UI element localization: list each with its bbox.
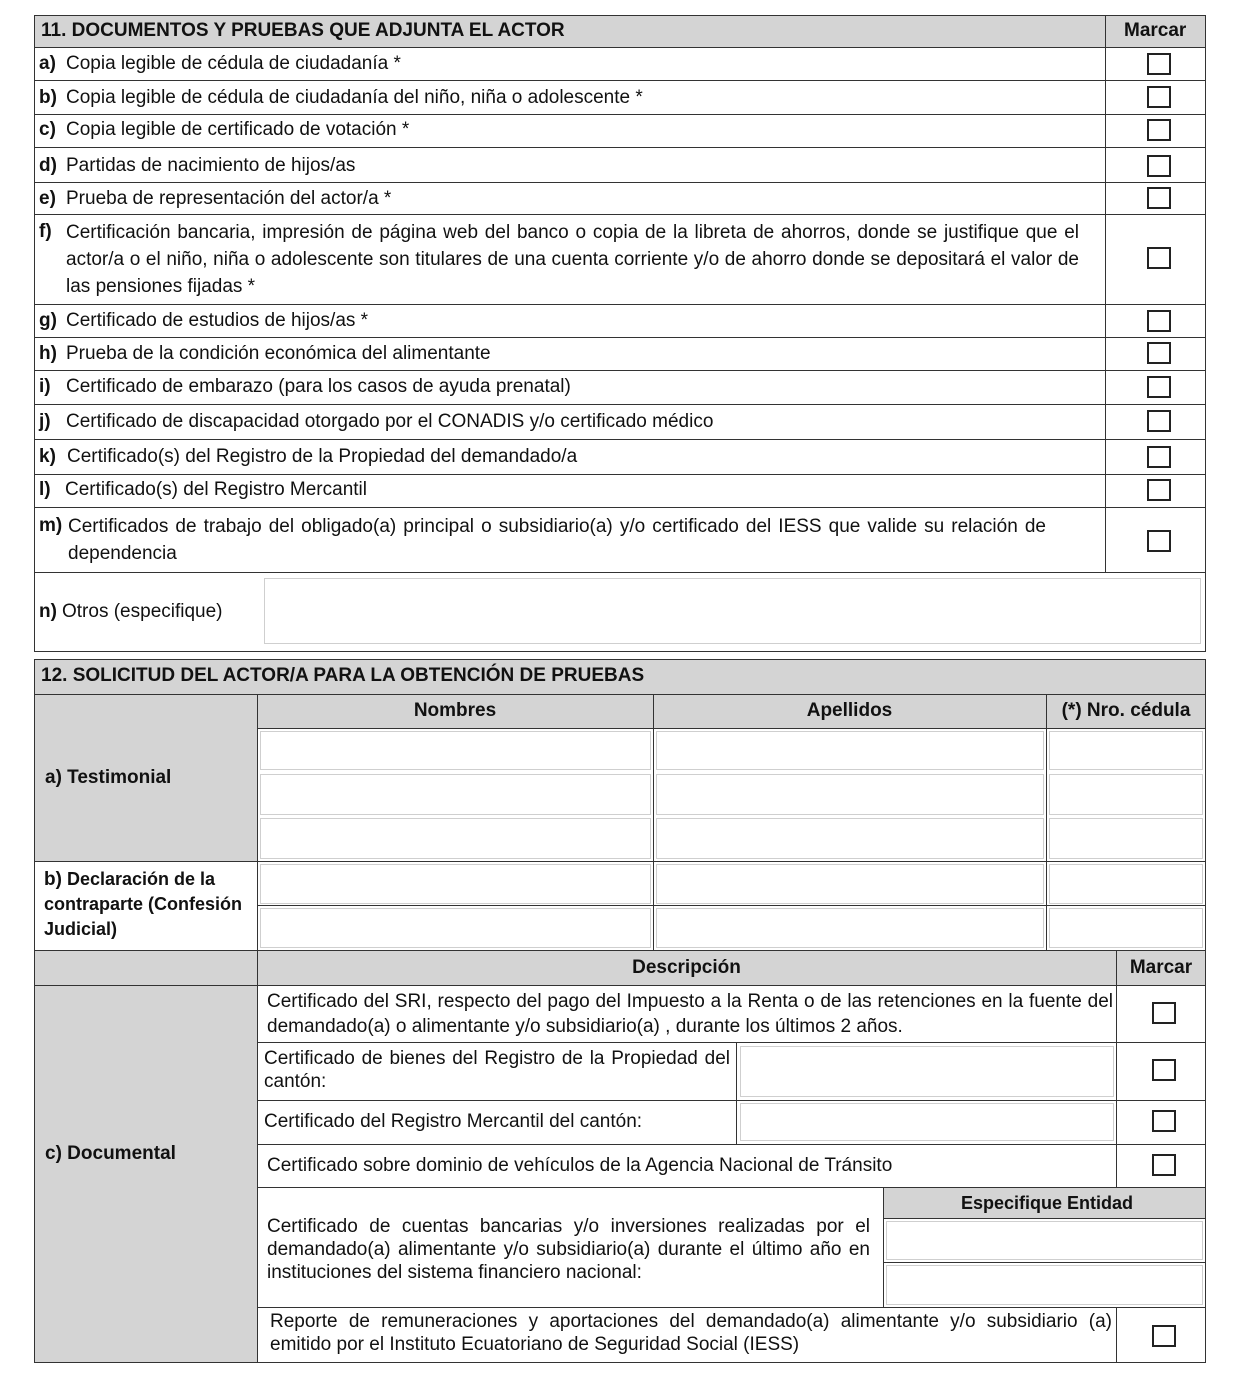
declaracion-apellidos-input-1[interactable]: [656, 864, 1044, 904]
especifique-entidad-header: Especifique Entidad: [961, 1193, 1134, 1213]
checkbox-d[interactable]: [1147, 155, 1171, 177]
checkbox-iess[interactable]: [1152, 1325, 1176, 1347]
checkbox-f[interactable]: [1147, 247, 1171, 269]
checkbox-vehiculos[interactable]: [1152, 1154, 1176, 1176]
bienes-canton-input[interactable]: [740, 1046, 1114, 1097]
testimonial-cedula-input-1[interactable]: [1049, 731, 1203, 770]
checkbox-j[interactable]: [1147, 410, 1171, 432]
declaracion-nombres-input-2[interactable]: [260, 908, 651, 948]
checkbox-e[interactable]: [1147, 187, 1171, 209]
testimonial-cedula-input-3[interactable]: [1049, 818, 1203, 859]
col-apellidos: Apellidos: [806, 700, 893, 721]
col-descripcion: Descripción: [632, 957, 741, 978]
section-11-title: 11. DOCUMENTOS Y PRUEBAS QUE ADJUNTA EL ACTOR: [41, 20, 565, 41]
testimonial-nombres-input-2[interactable]: [260, 774, 651, 815]
testimonial-nombres-input-3[interactable]: [260, 818, 651, 859]
checkbox-sri[interactable]: [1152, 1002, 1176, 1024]
checkbox-m[interactable]: [1147, 530, 1171, 552]
testimonial-apellidos-input-3[interactable]: [656, 818, 1044, 859]
col-cedula: (*) Nro. cédula: [1061, 700, 1191, 721]
documental-label: c) Documental: [45, 1143, 176, 1164]
testimonial-cedula-input-2[interactable]: [1049, 774, 1203, 815]
col-marcar: Marcar: [1129, 957, 1193, 978]
testimonial-label: a) Testimonial: [45, 767, 172, 788]
col-nombres: Nombres: [413, 700, 497, 721]
checkbox-mercantil[interactable]: [1152, 1110, 1176, 1132]
declaracion-cedula-input-1[interactable]: [1049, 864, 1203, 904]
testimonial-apellidos-input-2[interactable]: [656, 774, 1044, 815]
mark-column-header: Marcar: [1124, 20, 1187, 41]
checkbox-l[interactable]: [1147, 479, 1171, 501]
declaracion-apellidos-input-2[interactable]: [656, 908, 1044, 948]
checkbox-h[interactable]: [1147, 342, 1171, 364]
checkbox-i[interactable]: [1147, 376, 1171, 398]
other-specify-input[interactable]: [264, 578, 1201, 644]
checkbox-c[interactable]: [1147, 119, 1171, 141]
section-12-title: 12. SOLICITUD DEL ACTOR/A PARA LA OBTENCIÓN DE PRUEBAS: [41, 665, 645, 686]
checkbox-g[interactable]: [1147, 310, 1171, 332]
declaracion-label: b) Declaración de la contraparte (Confesión Judicial): [44, 869, 243, 939]
checkbox-a[interactable]: [1147, 53, 1171, 75]
checkbox-bienes[interactable]: [1152, 1059, 1176, 1081]
declaracion-cedula-input-2[interactable]: [1049, 908, 1203, 948]
testimonial-apellidos-input-1[interactable]: [656, 731, 1044, 770]
entidad-input-1[interactable]: [886, 1221, 1203, 1260]
testimonial-nombres-input-1[interactable]: [260, 731, 651, 770]
checkbox-k[interactable]: [1147, 446, 1171, 468]
declaracion-nombres-input-1[interactable]: [260, 864, 651, 904]
checkbox-b[interactable]: [1147, 86, 1171, 108]
mercantil-canton-input[interactable]: [740, 1103, 1114, 1141]
entidad-input-2[interactable]: [886, 1265, 1203, 1305]
